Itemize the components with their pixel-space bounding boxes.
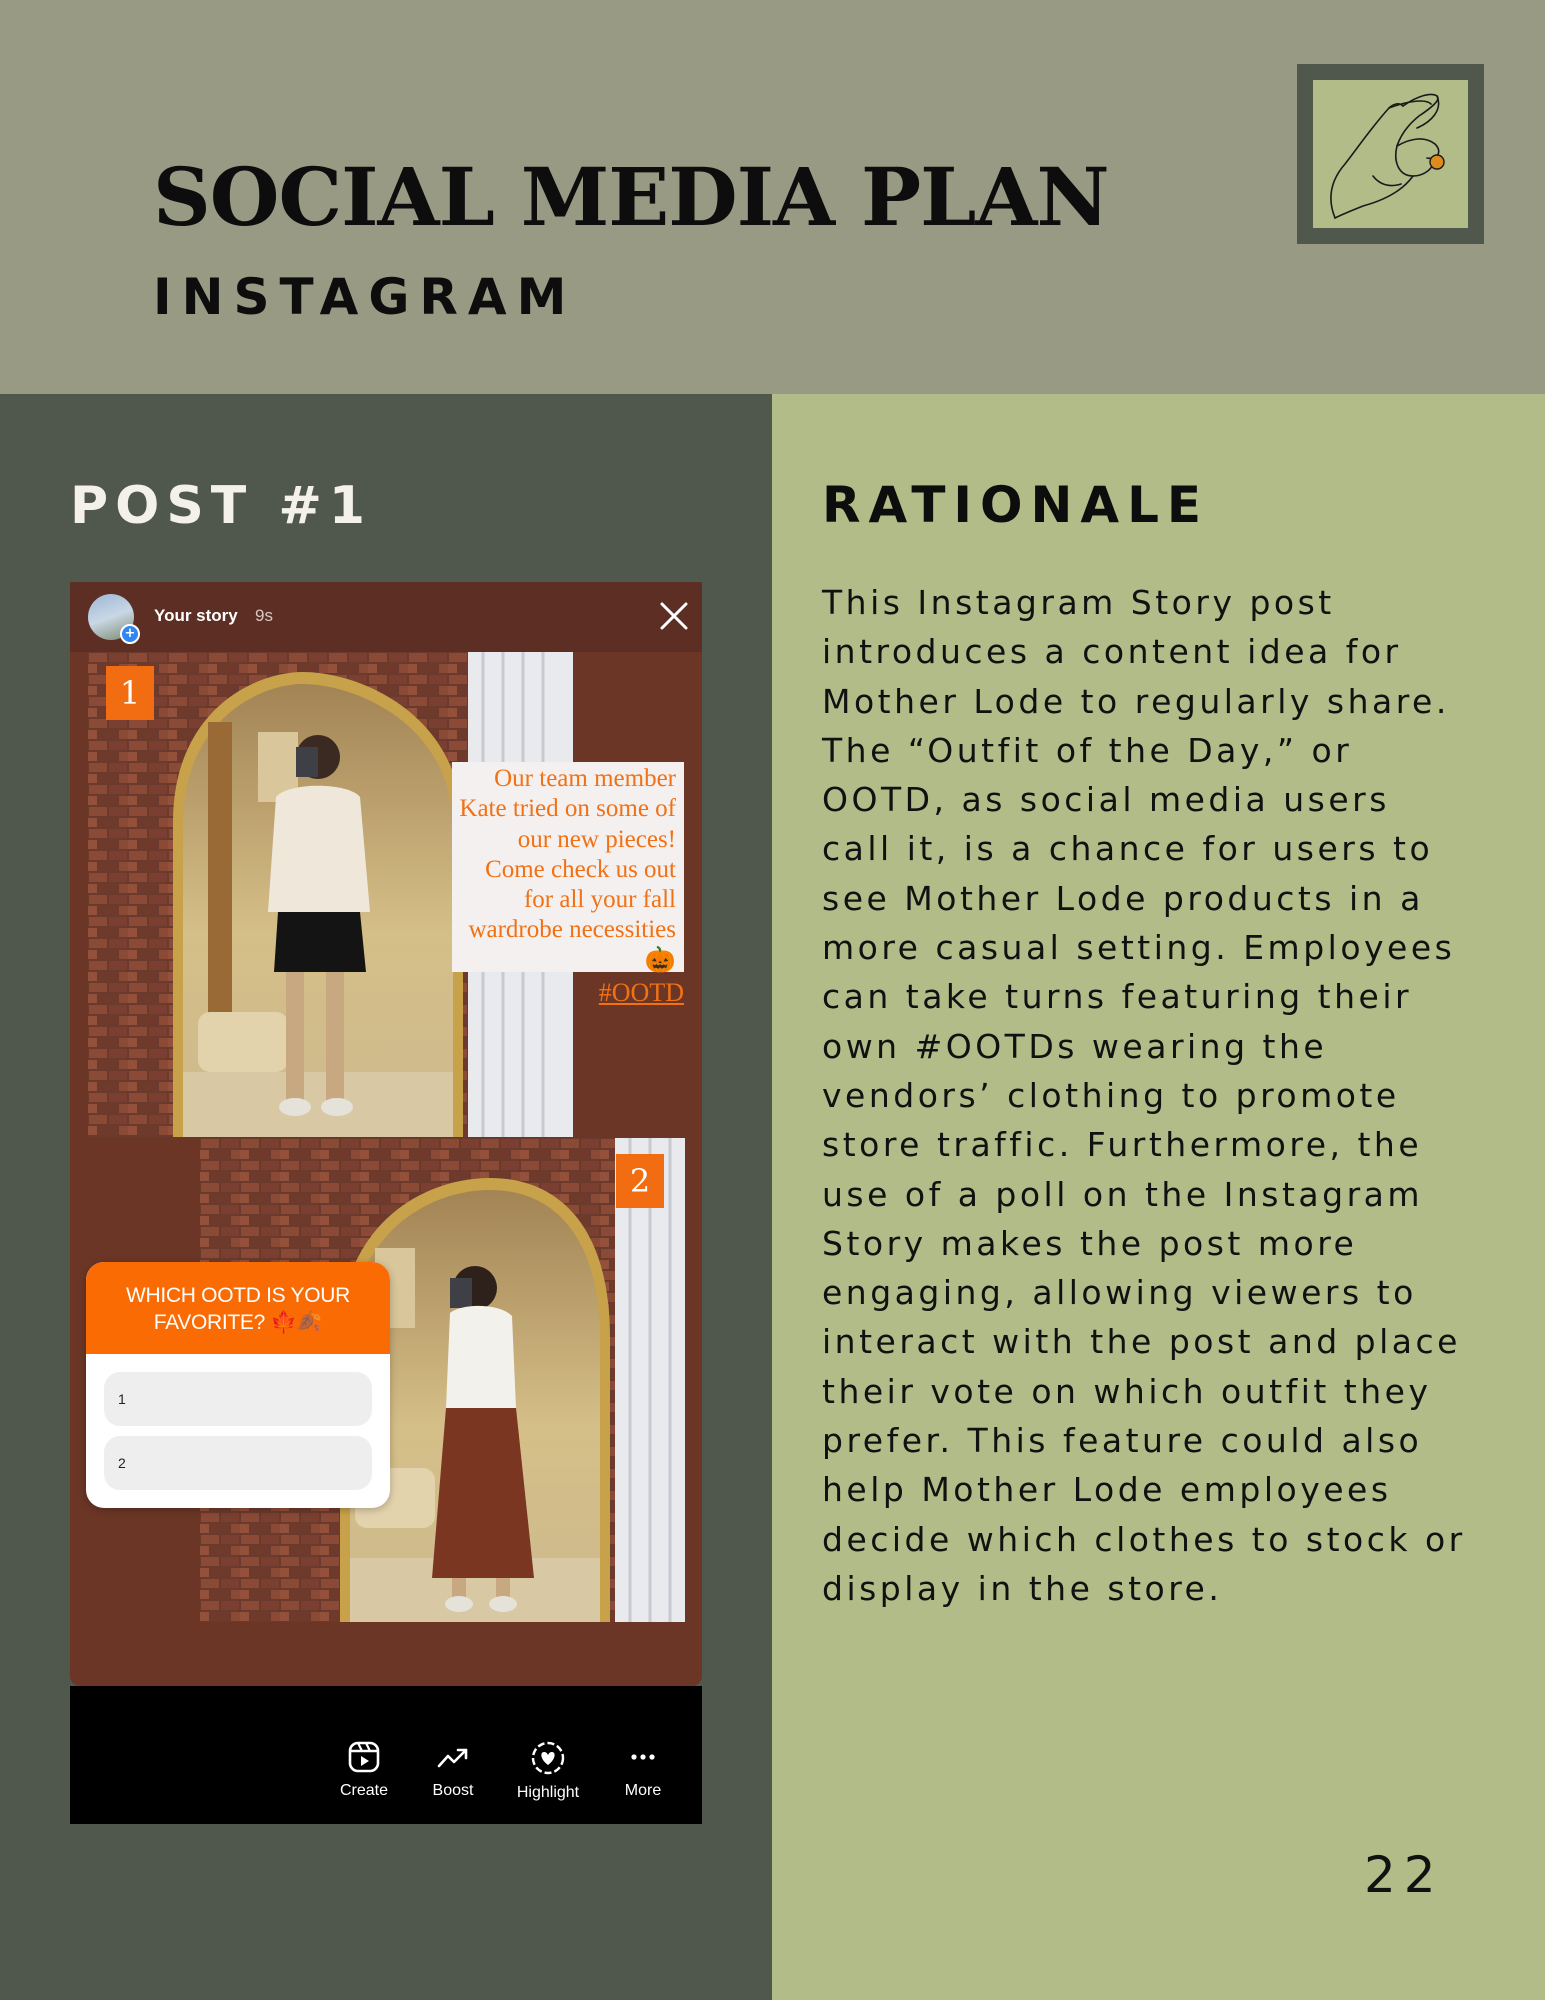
reels-icon — [347, 1740, 381, 1774]
trend-up-icon — [436, 1740, 470, 1774]
highlight-button[interactable] — [506, 1740, 590, 1802]
photo-number-1: 1 — [106, 666, 154, 720]
poll-option-2[interactable]: 2 — [104, 1436, 372, 1490]
rationale-panel — [772, 394, 1545, 2000]
story-caption: Our team member Kate tried on some of our new pieces! Come check us out for all your fall wardrobe necessities 🎃 — [452, 762, 684, 972]
rationale-title: RATIONALE — [822, 476, 1210, 534]
create-button[interactable] — [322, 1740, 406, 1800]
poll-option-1[interactable]: 1 — [104, 1372, 372, 1426]
post-panel — [0, 394, 772, 2000]
rationale-body: This Instagram Story post introduces a content idea for Mother Lode to regularly share. The “Outfit of the Day,” or OOTD, as social media users call it, is a chance for users to see Mother Lode products in a more casual setting. Employees can take turns featuring their own #OOTDs wearing the vendors’ clothing to promote store traffic. Furthermore, the use of a poll on the Instagram Story makes the post more engaging, allowing viewers to interact with the post and place their vote on which outfit they prefer. This feature could also help Mother Lode employees decide which clothes to stock or display in the store. — [822, 583, 1466, 1608]
close-icon — [656, 598, 692, 634]
highlight-label: Highlight — [516, 1784, 580, 1801]
page-subtitle: INSTAGRAM — [153, 268, 577, 326]
page-title: SOCIAL MEDIA PLAN — [153, 150, 1109, 244]
close-button[interactable] — [656, 598, 692, 634]
instagram-story[interactable] — [70, 582, 702, 1686]
create-label: Create — [339, 1782, 389, 1799]
more-button[interactable] — [601, 1740, 685, 1800]
add-story-icon[interactable]: + — [120, 624, 140, 644]
photo-number-2: 2 — [616, 1154, 664, 1208]
story-timestamp: 9s — [255, 606, 273, 625]
heart-circle-icon — [530, 1740, 566, 1776]
poll-sticker[interactable] — [86, 1262, 390, 1508]
hashtag-link[interactable]: #OOTD — [598, 978, 684, 1007]
boost-button[interactable] — [411, 1740, 495, 1800]
page-number: 22 — [1364, 1846, 1444, 1904]
boost-label: Boost — [432, 1782, 474, 1799]
logo — [1297, 64, 1484, 244]
post-title: POST #1 — [70, 476, 373, 536]
more-dots-icon — [626, 1740, 660, 1774]
poll-question: WHICH OOTD IS YOUR FAVORITE? 🍁🍂 — [86, 1262, 390, 1354]
page-header — [0, 0, 1545, 394]
story-action-bar — [70, 1686, 702, 1824]
story-username: Your story — [154, 606, 238, 625]
more-label: More — [624, 1782, 662, 1799]
hand-pinch-icon — [1313, 80, 1468, 228]
